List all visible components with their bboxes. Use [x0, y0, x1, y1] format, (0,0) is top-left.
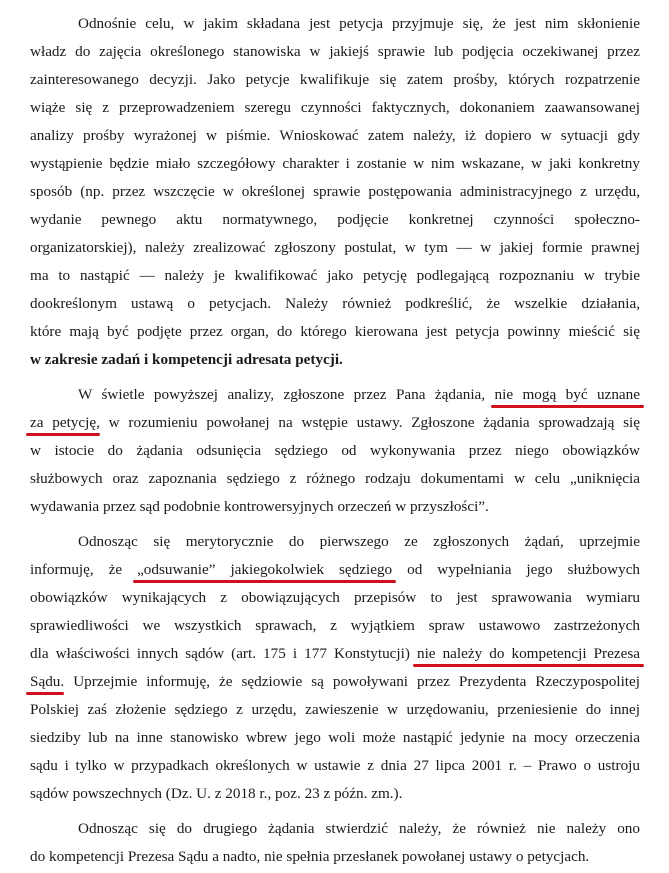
paragraph-2-line: w istocie do żądania odsunięcia sędziego od wykonywania przez niego obowiązków: [30, 442, 640, 459]
text-run: informuję, że: [30, 561, 138, 578]
paragraph-1-line: Odnośnie celu, w jakim składana jest petycja przyjmuje się, że jest nim skłonienie: [78, 15, 640, 32]
paragraph-1-line: wiąże się z przeprowadzeniem szeregu czynności faktycznych, dokonaniem zaawansowanej: [30, 99, 640, 116]
underlined-phrase: „odsuwanie” jakiegokolwiek sędziego: [137, 561, 393, 578]
paragraph-4-line: do kompetencji Prezesa Sądu a nadto, nie spełnia przesłanek powołanej ustawy o petycjach.: [30, 848, 590, 865]
paragraph-3-line: obowiązków wynikających z obowiązujących przepisów to jest sprawowania wymiaru: [30, 589, 640, 606]
paragraph-3-line: sądu i tylko w przypadkach określonych w ustawie z dnia 27 lipca 2001 r. – Prawo o ustroju: [30, 757, 640, 774]
text-run: W świetle powyższej analizy, zgłoszone przez Pana żądania,: [78, 386, 495, 403]
underlined-phrase: nie mogą być uznane: [494, 386, 640, 403]
text-run: od wypełniania jego służbowych: [392, 561, 641, 578]
underlined-phrase: Sądu: [30, 673, 61, 690]
paragraph-1-line: wydanie pewnego aktu normatywnego, podjęcie konkretnej czynności społeczno-: [30, 211, 640, 228]
text-run: dla właściwości innych sądów (art. 175 i 177 Konstytucji): [30, 645, 417, 662]
paragraph-1-bold-line: [30, 350, 640, 370]
paragraph-1-line: które mają być podjęte przez organ, do którego kierowana jest petycja powinny mieścić się: [30, 323, 640, 340]
paragraph-3-line: Odnosząc się merytorycznie do pierwszego ze zgłoszonych żądań, uprzejmie: [78, 533, 640, 550]
paragraph-3-line: sprawiedliwości we wszystkich sprawach, z wyjątkiem spraw ustawowo zastrzeżonych: [30, 617, 640, 634]
text-run: , w rozumieniu powołanej na wstępie ustawy. Zgłoszone żądania sprowadzają się: [96, 414, 640, 431]
paragraph-3-line: Polskiej zaś złożenie sędziego z urzędu, zawieszenie w urzędowaniu, przeniesienie do innej: [30, 701, 640, 718]
underlined-phrase: nie należy do kompetencji Prezesa: [416, 645, 640, 662]
paragraph-1-line: dookreślonym ustawą o petycjach. Należy również podkreślić, że wszelkie działania,: [30, 295, 640, 312]
paragraph-1-line: ma to nastąpić — należy je kwalifikować jako petycję podlegającą rozpoznaniu w trybie: [30, 267, 640, 284]
paragraph-3-line: sądów powszechnych (Dz. U. z 2018 r., poz. 23 z późn. zm.).: [30, 785, 403, 802]
paragraph-3-line: [30, 560, 640, 580]
paragraph-1-line: zainteresowanego decyzji. Jako petycje kwalifikuje się zatem prośby, których rozpatrzenie: [30, 71, 640, 88]
paragraph-3-line: [30, 644, 640, 664]
paragraph-2-line: wydawania przez sąd podobnie kontrowersyjnych orzeczeń w przyszłości”.: [30, 498, 489, 515]
paragraph-1-line: sposób (np. przez wszczęcie w określonej sprawie postępowania administracyjnego z urzędu,: [30, 183, 640, 200]
paragraph-1-line: analizy prośby wyrażonej w piśmie. Wnioskować zatem należy, iż dopiero w sytuacji gdy: [30, 127, 640, 144]
bold-text: w zakresie zadań i kompetencji adresata petycji.: [30, 351, 343, 368]
paragraph-1-line: wystąpienie będzie miało szczegółowy charakter i zostanie w nim wskazane, w jaki konkretny: [30, 155, 640, 172]
paragraph-2-line: [30, 413, 640, 433]
paragraph-3-line: siedziby lub na inne stanowisko wbrew jego woli może nastąpić jedynie na mocy orzeczenia: [30, 729, 640, 746]
paragraph-2-line: służbowych oraz zapoznania sędziego z różnego rodzaju dokumentami w celu „uniknięcia: [30, 470, 640, 487]
paragraph-1-line: organizatorskiej), należy zrealizować zgłoszony postulat, w tym — w jakiej formie prawnej: [30, 239, 640, 256]
text-run: . Uprzejmie informuję, że sędziowie są powoływani przez Prezydenta Rzeczypospolitej: [60, 673, 640, 690]
underlined-phrase: za petycję: [30, 414, 97, 431]
paragraph-2-line: [78, 385, 640, 405]
paragraph-4-line: Odnosząc się do drugiego żądania stwierdzić należy, że również nie należy ono: [78, 820, 640, 837]
paragraph-3-line: [30, 672, 640, 692]
paragraph-1-line: władz do zajęcia określonego stanowiska w jakiejś sprawie lub podjęcia oczekiwanej przez: [30, 43, 640, 60]
